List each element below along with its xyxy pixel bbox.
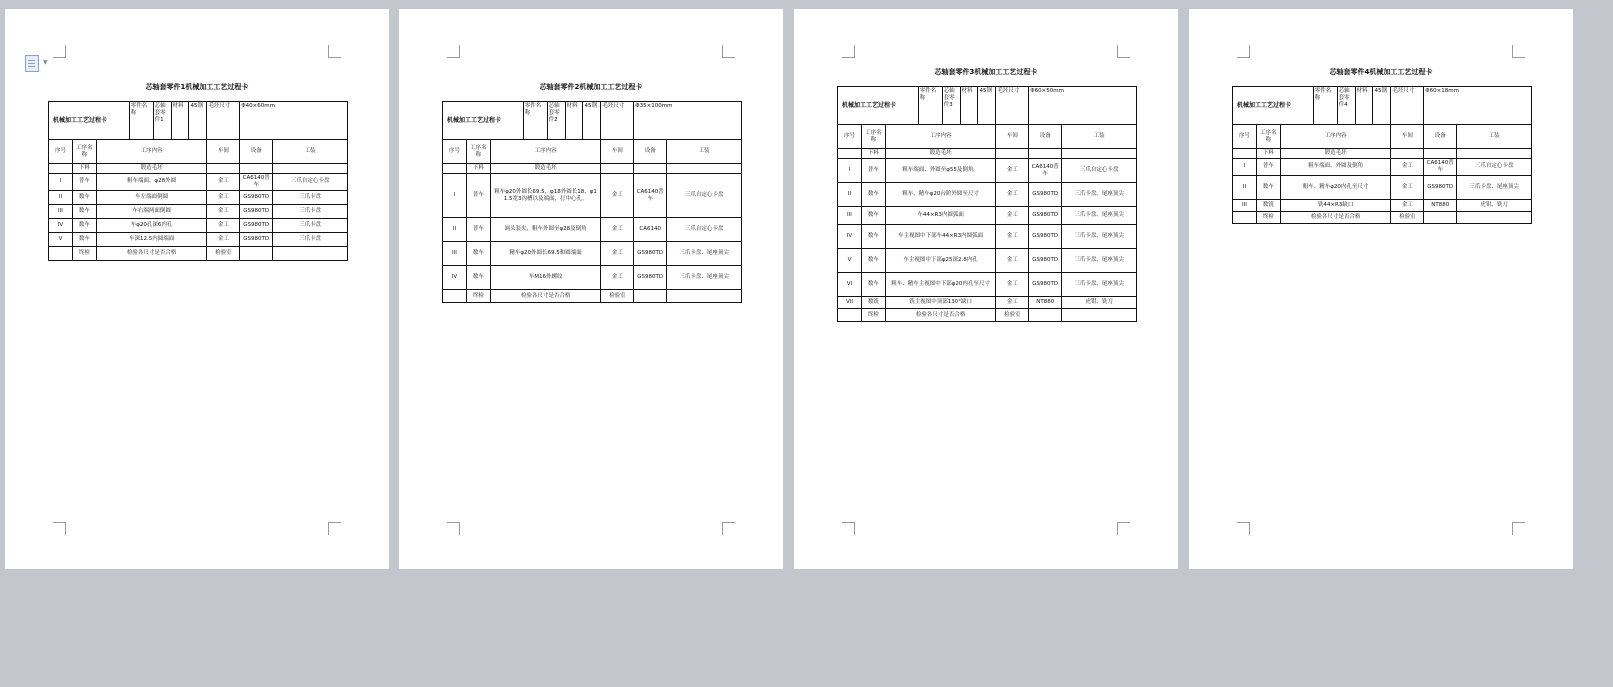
row-op-content: 铣44×R3缺口 bbox=[1280, 199, 1391, 211]
row-workshop: 金工 bbox=[996, 207, 1029, 225]
row-workshop: 金工 bbox=[1391, 175, 1424, 199]
material-value: 45钢 bbox=[189, 102, 207, 140]
part-name-value: 芯轴套零件1 bbox=[153, 102, 171, 140]
row-workshop: 金工 bbox=[207, 190, 240, 204]
row-op-content: 车主视图中下部φ25深2.8内孔 bbox=[885, 249, 996, 273]
row-equipment: GS980TD bbox=[1029, 225, 1062, 249]
row-op-name: 终检 bbox=[466, 290, 490, 303]
row-op-content: 检验各尺寸是否合格 bbox=[490, 290, 601, 303]
table-row bbox=[49, 218, 348, 232]
row-op-content: 检验各尺寸是否合格 bbox=[1280, 211, 1391, 223]
row-seq bbox=[838, 309, 862, 322]
row-op-name: 下料 bbox=[861, 149, 885, 159]
part-name-label: 零件名称 bbox=[523, 102, 547, 140]
row-op-content: 检验各尺寸是否合格 bbox=[885, 309, 996, 322]
table-row bbox=[443, 290, 742, 303]
margin-corner-mark bbox=[1512, 45, 1525, 58]
row-equipment: NT880 bbox=[1029, 297, 1062, 309]
row-op-name: 终检 bbox=[1256, 211, 1280, 223]
row-seq: I bbox=[838, 159, 862, 183]
row-equipment bbox=[1424, 149, 1457, 159]
row-tooling: 虎钳、铣刀 bbox=[1457, 199, 1532, 211]
table-row bbox=[49, 204, 348, 218]
row-op-content: 粗车端面、外圆至φ55及倒角。 bbox=[885, 159, 996, 183]
row-seq: VI bbox=[838, 273, 862, 297]
row-tooling bbox=[1062, 149, 1137, 159]
table-row bbox=[838, 309, 1137, 322]
row-workshop: 金工 bbox=[996, 225, 1029, 249]
process-card-table bbox=[1232, 86, 1532, 224]
row-tooling: 三爪卡盘、尾座顶尖 bbox=[667, 266, 742, 290]
material-label: 材料 bbox=[1355, 87, 1373, 125]
row-op-name: 数车 bbox=[861, 225, 885, 249]
row-equipment: GS980TD bbox=[1029, 273, 1062, 297]
row-seq: IV bbox=[49, 218, 73, 232]
margin-corner-mark bbox=[53, 45, 66, 58]
row-op-name: 数车 bbox=[466, 242, 490, 266]
page-title: 芯轴套零件1机械加工工艺过程卡 bbox=[145, 83, 249, 91]
row-tooling: 三爪卡盘、尾座顶尖 bbox=[667, 242, 742, 266]
row-op-name: 数车 bbox=[1256, 175, 1280, 199]
row-tooling: 三爪卡盘、尾座顶尖 bbox=[1457, 175, 1532, 199]
row-equipment bbox=[1029, 149, 1062, 159]
row-workshop: 金工 bbox=[601, 242, 634, 266]
column-header-equipment: 设备 bbox=[634, 140, 667, 164]
row-workshop: 金工 bbox=[996, 249, 1029, 273]
row-seq bbox=[1233, 149, 1257, 159]
row-op-name: 普车 bbox=[72, 174, 96, 191]
row-equipment: GS980TD bbox=[634, 266, 667, 290]
row-equipment: GS980TD bbox=[1424, 175, 1457, 199]
table-row bbox=[443, 174, 742, 218]
column-header-equipment: 设备 bbox=[1029, 125, 1062, 149]
row-op-content: 粗车、精车主视图中下部φ20内孔至尺寸 bbox=[885, 273, 996, 297]
row-seq: I bbox=[49, 174, 73, 191]
table-row bbox=[49, 164, 348, 174]
row-op-content: 铣主视图中顶部130°缺口 bbox=[885, 297, 996, 309]
row-tooling bbox=[1062, 309, 1137, 322]
row-workshop: 检验室 bbox=[996, 309, 1029, 322]
table-row bbox=[443, 164, 742, 174]
row-tooling: 三爪卡盘、尾座顶尖 bbox=[1062, 225, 1137, 249]
row-op-content: 车右端两面倒圆 bbox=[96, 204, 207, 218]
column-header-op-content: 工序内容 bbox=[490, 140, 601, 164]
row-seq: II bbox=[838, 183, 862, 207]
row-op-name: 数车 bbox=[72, 190, 96, 204]
row-tooling: 三爪卡盘 bbox=[273, 204, 348, 218]
row-seq: VII bbox=[838, 297, 862, 309]
column-header-op-content: 工序内容 bbox=[96, 140, 207, 164]
part-name-value: 芯轴套零件2 bbox=[547, 102, 565, 140]
row-seq: V bbox=[49, 232, 73, 246]
row-workshop: 金工 bbox=[996, 297, 1029, 309]
part-name-label: 零件名称 bbox=[1313, 87, 1337, 125]
blank-size-label: 毛坯尺寸 bbox=[207, 102, 240, 140]
process-card-table bbox=[442, 101, 742, 303]
row-tooling: 虎钳、铣刀 bbox=[1062, 297, 1137, 309]
column-header-op-name: 工序名称 bbox=[861, 125, 885, 149]
page-title: 芯轴套零件3机械加工工艺过程卡 bbox=[934, 68, 1038, 76]
row-workshop: 检验室 bbox=[207, 246, 240, 260]
part-name-label: 零件名称 bbox=[918, 87, 942, 125]
part-name-label: 零件名称 bbox=[129, 102, 153, 140]
table-row bbox=[838, 225, 1137, 249]
margin-corner-mark bbox=[842, 45, 855, 58]
row-tooling: 三爪卡盘 bbox=[273, 190, 348, 204]
process-card-table bbox=[837, 86, 1137, 322]
column-header-equipment: 设备 bbox=[1424, 125, 1457, 149]
row-op-content: 调头装夹，粗车外圆至φ28及倒角 bbox=[490, 218, 601, 242]
column-header-tooling: 工装 bbox=[1062, 125, 1137, 149]
blank-size-value: Φ60×18mm bbox=[1424, 87, 1532, 125]
row-op-content: 车深12.5内圆端面 bbox=[96, 232, 207, 246]
row-workshop: 金工 bbox=[207, 232, 240, 246]
row-op-content: 车φ20孔深6内孔 bbox=[96, 218, 207, 232]
document-page[interactable] bbox=[5, 9, 389, 569]
row-equipment: CA6140普车 bbox=[1029, 159, 1062, 183]
material-label: 材料 bbox=[565, 102, 583, 140]
margin-corner-mark bbox=[1237, 522, 1250, 535]
row-tooling: 三爪卡盘、尾座顶尖 bbox=[1062, 249, 1137, 273]
process-card-table bbox=[48, 101, 348, 261]
part-name-value: 芯轴套零件3 bbox=[942, 87, 960, 125]
row-tooling: 三爪自定心卡盘 bbox=[1062, 159, 1137, 183]
card-title-cell: 机械加工工艺过程卡 bbox=[838, 87, 919, 125]
column-header-op-content: 工序内容 bbox=[1280, 125, 1391, 149]
row-op-name: 下料 bbox=[1256, 149, 1280, 159]
table-row bbox=[443, 242, 742, 266]
row-tooling: 三爪卡盘 bbox=[273, 218, 348, 232]
row-workshop: 金工 bbox=[996, 183, 1029, 207]
row-equipment bbox=[1424, 211, 1457, 223]
row-seq bbox=[838, 149, 862, 159]
row-workshop bbox=[207, 164, 240, 174]
row-workshop bbox=[996, 149, 1029, 159]
row-seq bbox=[49, 246, 73, 260]
row-op-content: 粗车端面、φ28外圆 bbox=[96, 174, 207, 191]
row-op-name: 终检 bbox=[861, 309, 885, 322]
row-tooling: 三爪自定心卡盘 bbox=[273, 174, 348, 191]
margin-corner-mark bbox=[1512, 522, 1525, 535]
margin-corner-mark bbox=[328, 522, 341, 535]
table-row bbox=[1233, 211, 1532, 223]
document-icon[interactable] bbox=[25, 55, 39, 72]
row-seq: II bbox=[49, 190, 73, 204]
margin-corner-mark bbox=[328, 45, 341, 58]
row-workshop: 检验室 bbox=[601, 290, 634, 303]
row-workshop: 金工 bbox=[207, 204, 240, 218]
row-workshop: 金工 bbox=[1391, 159, 1424, 176]
margin-corner-mark bbox=[1117, 45, 1130, 58]
row-tooling: 三爪自定心卡盘 bbox=[1457, 159, 1532, 176]
row-tooling bbox=[667, 290, 742, 303]
row-workshop: 检验室 bbox=[1391, 211, 1424, 223]
column-header-op-name: 工序名称 bbox=[466, 140, 490, 164]
margin-corner-mark bbox=[1237, 45, 1250, 58]
row-op-content: 锻造毛坯 bbox=[490, 164, 601, 174]
column-header-op-name: 工序名称 bbox=[72, 140, 96, 164]
row-tooling bbox=[1457, 149, 1532, 159]
row-workshop: 金工 bbox=[207, 218, 240, 232]
card-title-cell: 机械加工工艺过程卡 bbox=[1233, 87, 1314, 125]
column-header-tooling: 工装 bbox=[1457, 125, 1532, 149]
margin-corner-mark bbox=[447, 45, 460, 58]
card-title-cell: 机械加工工艺过程卡 bbox=[49, 102, 130, 140]
row-op-name: 普车 bbox=[861, 159, 885, 183]
margin-corner-mark bbox=[53, 522, 66, 535]
column-header-workshop: 车间 bbox=[1391, 125, 1424, 149]
row-equipment: GS980TD bbox=[1029, 183, 1062, 207]
row-workshop: 金工 bbox=[601, 218, 634, 242]
part-name-value: 芯轴套零件4 bbox=[1337, 87, 1355, 125]
column-header-tooling: 工装 bbox=[273, 140, 348, 164]
table-row bbox=[49, 246, 348, 260]
row-tooling: 三爪卡盘 bbox=[273, 232, 348, 246]
row-equipment bbox=[634, 290, 667, 303]
row-equipment: GS980TD bbox=[240, 204, 273, 218]
table-row bbox=[443, 218, 742, 242]
row-equipment: GS980TD bbox=[634, 242, 667, 266]
table-row bbox=[838, 249, 1137, 273]
row-op-content: 车主视图中下部车44×R3内圆弧面 bbox=[885, 225, 996, 249]
row-seq: I bbox=[1233, 159, 1257, 176]
row-tooling: 三爪卡盘、尾座顶尖 bbox=[1062, 183, 1137, 207]
row-equipment: CA6140 bbox=[634, 218, 667, 242]
row-tooling bbox=[1457, 211, 1532, 223]
caret-down-icon[interactable]: ▼ bbox=[43, 59, 48, 66]
row-op-content: 粗车端面、外圆及倒角 bbox=[1280, 159, 1391, 176]
material-value: 45钢 bbox=[1373, 87, 1391, 125]
row-op-name: 下料 bbox=[466, 164, 490, 174]
material-label: 材料 bbox=[171, 102, 189, 140]
row-workshop: 金工 bbox=[207, 174, 240, 191]
row-op-name: 普车 bbox=[466, 218, 490, 242]
row-op-name: 数铣 bbox=[1256, 199, 1280, 211]
document-page[interactable] bbox=[1189, 9, 1573, 569]
table-row bbox=[49, 190, 348, 204]
row-op-content: 粗车、精车φ20台阶外圆至尺寸 bbox=[885, 183, 996, 207]
row-op-content: 粗车φ20外圆长69.5，φ18外圆长18、φ11.5宽3沟槽以及端面，打中心孔。 bbox=[490, 174, 601, 218]
material-value: 45钢 bbox=[583, 102, 601, 140]
row-equipment: CA6140普车 bbox=[634, 174, 667, 218]
column-header-op-content: 工序内容 bbox=[885, 125, 996, 149]
row-tooling: 三爪自定心卡盘 bbox=[667, 218, 742, 242]
row-op-name: 数车 bbox=[72, 218, 96, 232]
card-title-cell: 机械加工工艺过程卡 bbox=[443, 102, 524, 140]
row-equipment bbox=[240, 164, 273, 174]
row-op-name: 普车 bbox=[466, 174, 490, 218]
row-tooling bbox=[667, 164, 742, 174]
margin-corner-mark bbox=[722, 522, 735, 535]
row-workshop: 金工 bbox=[996, 159, 1029, 183]
row-seq: III bbox=[1233, 199, 1257, 211]
row-tooling: 三爪卡盘、尾座顶尖 bbox=[1062, 273, 1137, 297]
column-header-seq: 序号 bbox=[1233, 125, 1257, 149]
blank-size-label: 毛坯尺寸 bbox=[996, 87, 1029, 125]
row-seq: V bbox=[838, 249, 862, 273]
row-op-content: 锻造毛坯 bbox=[885, 149, 996, 159]
blank-size-value: Φ40×60mm bbox=[240, 102, 348, 140]
table-row bbox=[1233, 159, 1532, 176]
row-workshop: 金工 bbox=[996, 273, 1029, 297]
row-op-content: 车M16外螺纹 bbox=[490, 266, 601, 290]
margin-corner-mark bbox=[1117, 522, 1130, 535]
document-page[interactable] bbox=[399, 9, 783, 569]
row-seq bbox=[49, 164, 73, 174]
row-op-name: 数车 bbox=[861, 249, 885, 273]
row-op-content: 锻造毛坯 bbox=[96, 164, 207, 174]
column-header-op-name: 工序名称 bbox=[1256, 125, 1280, 149]
row-op-name: 数车 bbox=[72, 204, 96, 218]
row-workshop: 金工 bbox=[1391, 199, 1424, 211]
column-header-workshop: 车间 bbox=[207, 140, 240, 164]
row-equipment bbox=[1029, 309, 1062, 322]
margin-corner-mark bbox=[842, 522, 855, 535]
table-row bbox=[1233, 149, 1532, 159]
row-op-content: 锻造毛坯 bbox=[1280, 149, 1391, 159]
row-tooling: 三爪卡盘、尾座顶尖 bbox=[1062, 207, 1137, 225]
table-row bbox=[838, 149, 1137, 159]
blank-size-label: 毛坯尺寸 bbox=[601, 102, 634, 140]
row-op-name: 数车 bbox=[861, 273, 885, 297]
row-equipment: GS980TD bbox=[1029, 249, 1062, 273]
table-row bbox=[49, 232, 348, 246]
row-equipment: NT880 bbox=[1424, 199, 1457, 211]
row-op-content: 精车φ20外圆长69.5和圆端面 bbox=[490, 242, 601, 266]
row-seq: III bbox=[49, 204, 73, 218]
table-row bbox=[838, 273, 1137, 297]
row-equipment: CA6140普车 bbox=[240, 174, 273, 191]
page-title: 芯轴套零件2机械加工工艺过程卡 bbox=[539, 83, 643, 91]
row-workshop: 金工 bbox=[601, 266, 634, 290]
row-op-name: 普车 bbox=[1256, 159, 1280, 176]
row-op-content: 车44×R3内圆弧面 bbox=[885, 207, 996, 225]
row-op-name: 数铣 bbox=[861, 297, 885, 309]
table-row bbox=[1233, 199, 1532, 211]
row-op-name: 数车 bbox=[861, 183, 885, 207]
column-header-workshop: 车间 bbox=[601, 140, 634, 164]
row-seq: IV bbox=[443, 266, 467, 290]
row-tooling bbox=[273, 164, 348, 174]
row-op-content: 粗车、精车φ20内孔至尺寸 bbox=[1280, 175, 1391, 199]
row-op-name: 终检 bbox=[72, 246, 96, 260]
row-op-name: 数车 bbox=[466, 266, 490, 290]
row-op-content: 车左端面倒圆 bbox=[96, 190, 207, 204]
blank-size-label: 毛坯尺寸 bbox=[1391, 87, 1424, 125]
column-header-seq: 序号 bbox=[443, 140, 467, 164]
row-op-name: 下料 bbox=[72, 164, 96, 174]
blank-size-value: Φ35×100mm bbox=[634, 102, 742, 140]
column-header-tooling: 工装 bbox=[667, 140, 742, 164]
row-seq: II bbox=[443, 218, 467, 242]
row-op-content: 检验各尺寸是否合格 bbox=[96, 246, 207, 260]
row-seq: II bbox=[1233, 175, 1257, 199]
table-row bbox=[838, 159, 1137, 183]
row-op-name: 数车 bbox=[861, 207, 885, 225]
row-seq: III bbox=[838, 207, 862, 225]
row-tooling bbox=[273, 246, 348, 260]
table-row bbox=[838, 207, 1137, 225]
row-seq: III bbox=[443, 242, 467, 266]
row-equipment: GS980TD bbox=[1029, 207, 1062, 225]
column-header-seq: 序号 bbox=[49, 140, 73, 164]
row-equipment: GS980TD bbox=[240, 190, 273, 204]
table-row bbox=[838, 297, 1137, 309]
row-workshop bbox=[601, 164, 634, 174]
row-equipment bbox=[634, 164, 667, 174]
row-workshop bbox=[1391, 149, 1424, 159]
row-equipment: GS980TD bbox=[240, 218, 273, 232]
table-row bbox=[443, 266, 742, 290]
row-seq: I bbox=[443, 174, 467, 218]
row-op-name: 数车 bbox=[72, 232, 96, 246]
table-row bbox=[838, 183, 1137, 207]
page-title: 芯轴套零件4机械加工工艺过程卡 bbox=[1329, 68, 1433, 76]
row-equipment bbox=[240, 246, 273, 260]
row-seq bbox=[443, 290, 467, 303]
table-row bbox=[49, 174, 348, 191]
material-label: 材料 bbox=[960, 87, 978, 125]
material-value: 45钢 bbox=[978, 87, 996, 125]
column-header-equipment: 设备 bbox=[240, 140, 273, 164]
table-row bbox=[1233, 175, 1532, 199]
row-workshop: 金工 bbox=[601, 174, 634, 218]
column-header-workshop: 车间 bbox=[996, 125, 1029, 149]
row-equipment: CA6140普车 bbox=[1424, 159, 1457, 176]
document-page[interactable] bbox=[794, 9, 1178, 569]
row-seq bbox=[1233, 211, 1257, 223]
row-seq: IV bbox=[838, 225, 862, 249]
blank-size-value: Φ60×50mm bbox=[1029, 87, 1137, 125]
row-seq bbox=[443, 164, 467, 174]
column-header-seq: 序号 bbox=[838, 125, 862, 149]
row-equipment: GS980TD bbox=[240, 232, 273, 246]
row-tooling: 三爪自定心卡盘 bbox=[667, 174, 742, 218]
margin-corner-mark bbox=[447, 522, 460, 535]
margin-corner-mark bbox=[722, 45, 735, 58]
